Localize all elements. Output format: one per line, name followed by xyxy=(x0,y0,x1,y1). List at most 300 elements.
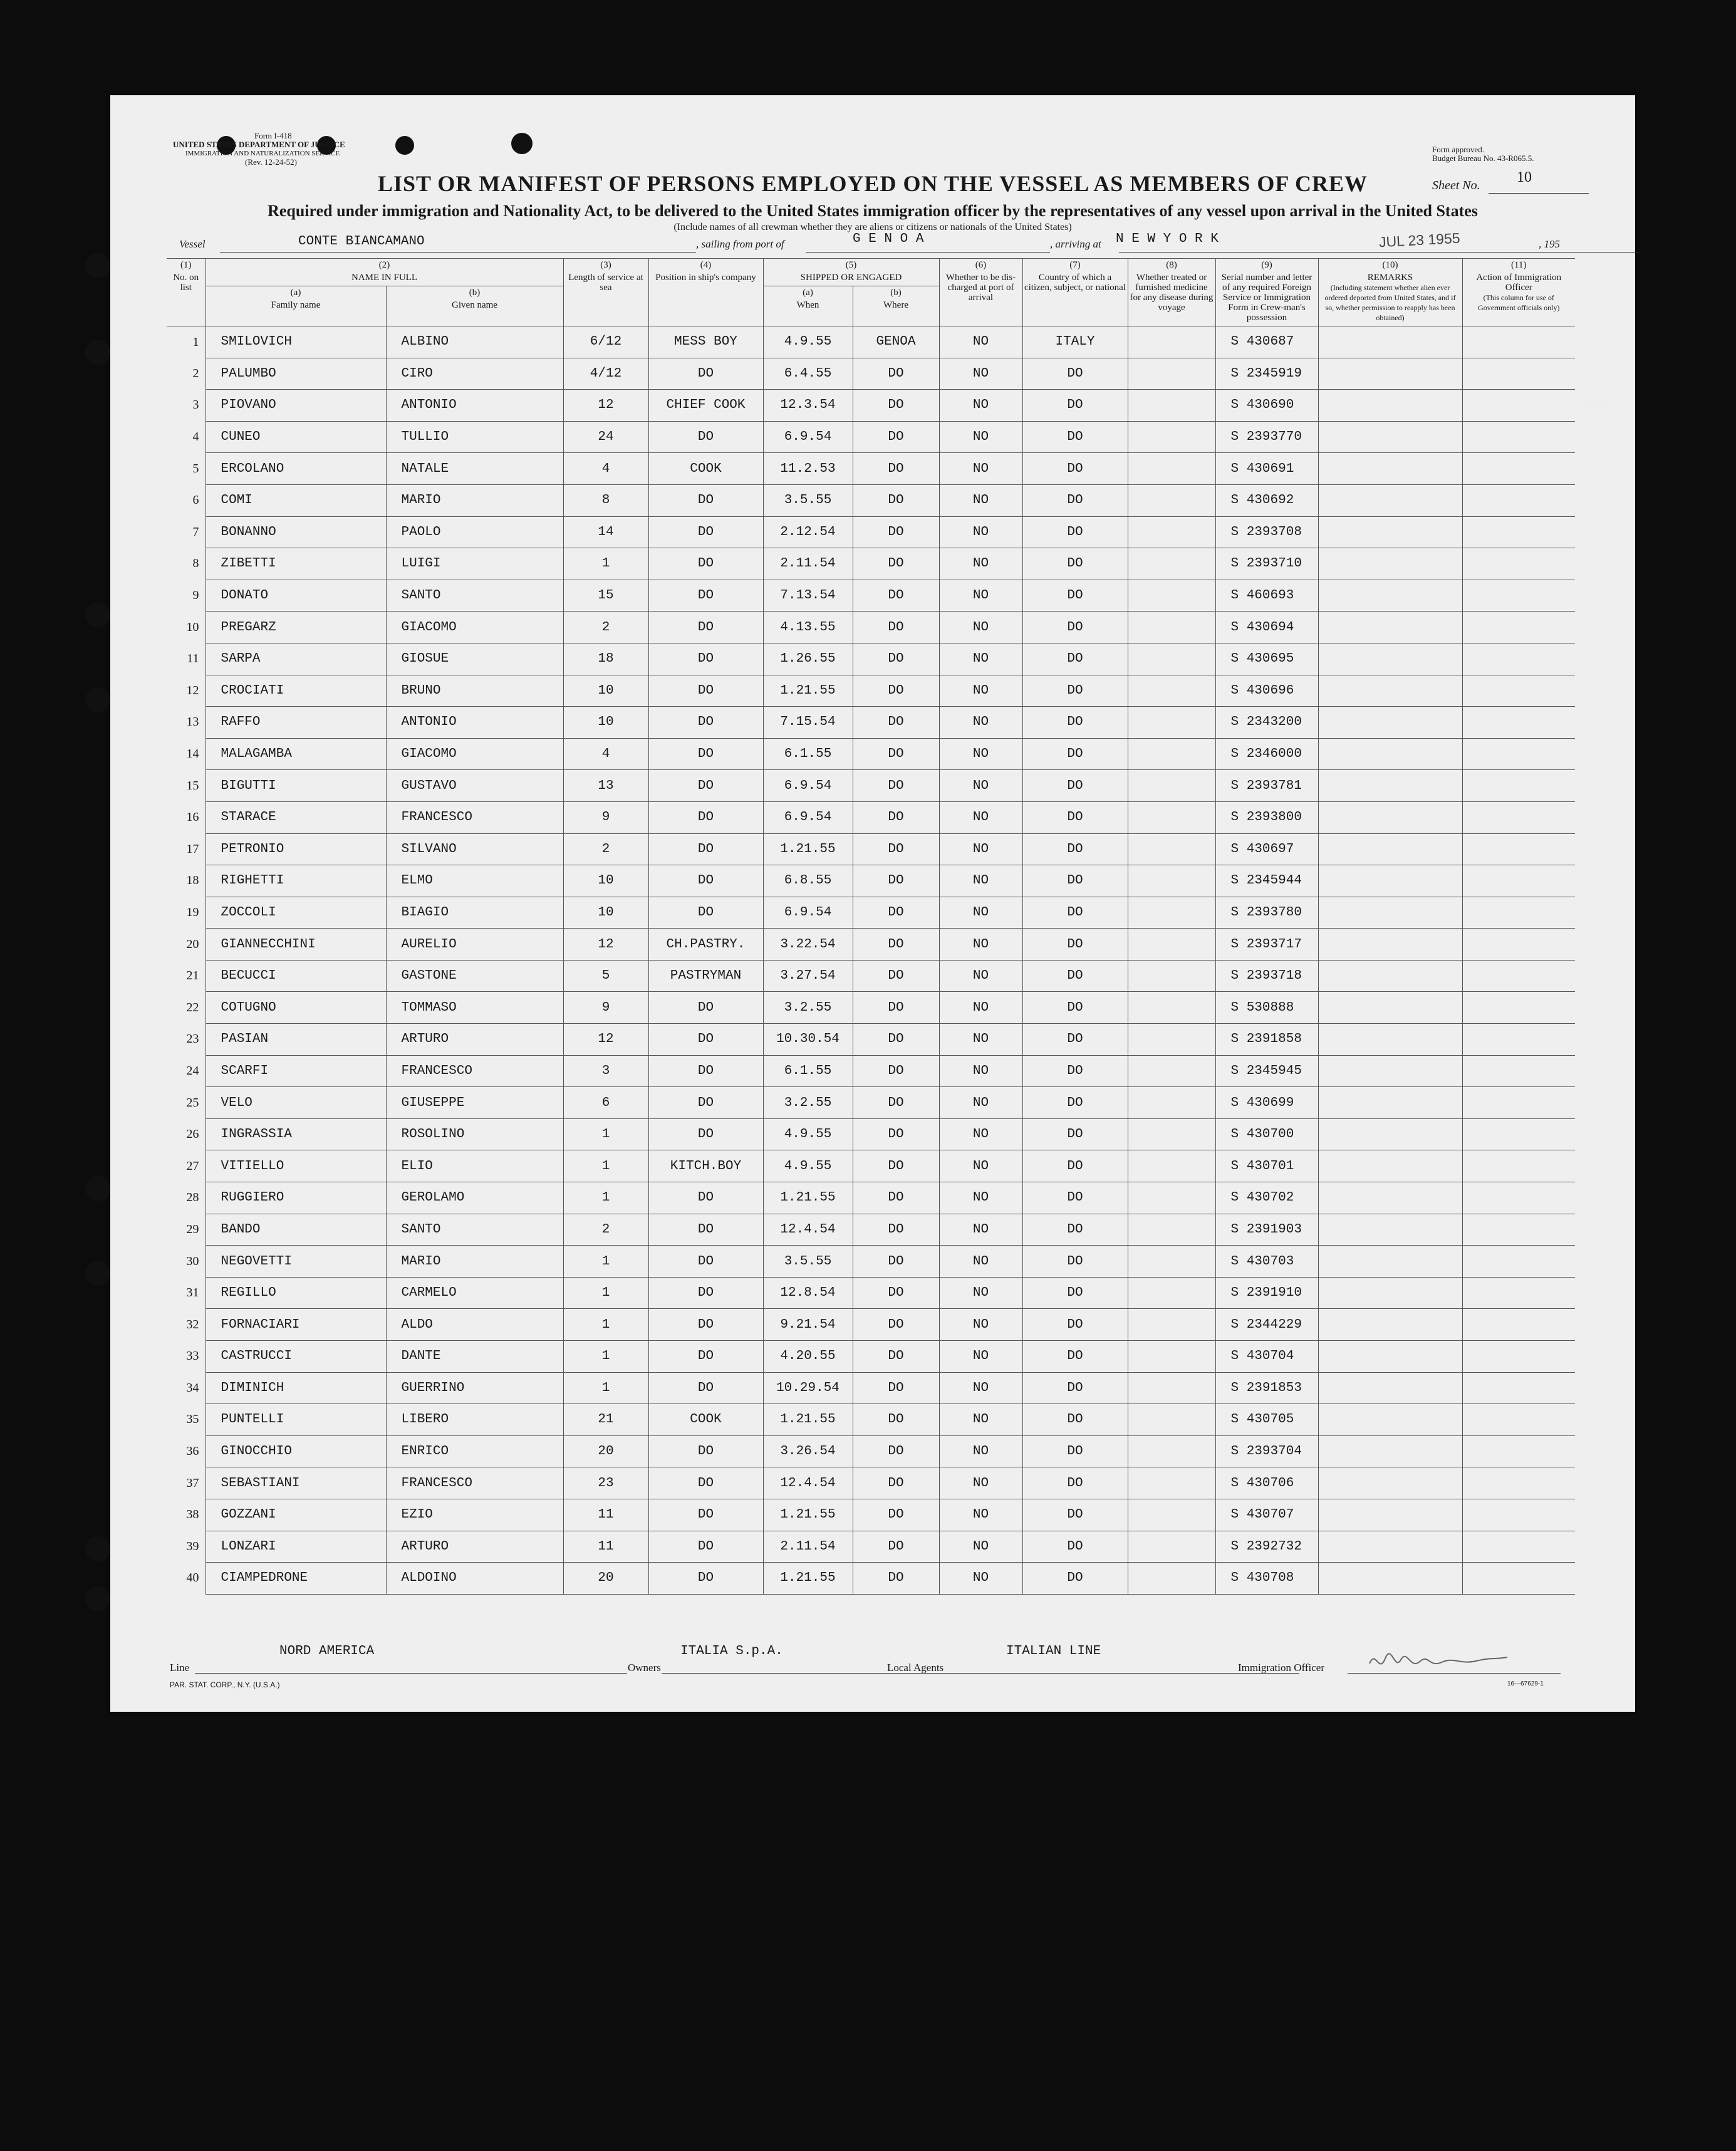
punch-hole xyxy=(85,1261,110,1286)
cell-position: DO xyxy=(648,1435,763,1467)
cell-discharged: NO xyxy=(939,1150,1022,1182)
cell-shipped-where: DO xyxy=(853,358,939,390)
cell-service-length: 1 xyxy=(563,1150,648,1182)
cell-position: DO xyxy=(648,675,763,707)
cell-officer-action xyxy=(1462,1372,1575,1404)
cell-service-length: 21 xyxy=(563,1404,648,1436)
cell-shipped-where: DO xyxy=(853,865,939,897)
cell-position: DO xyxy=(648,865,763,897)
cell-discharged: NO xyxy=(939,833,1022,865)
cell-family-name: BONANNO xyxy=(205,516,386,548)
cell-officer-action xyxy=(1462,1150,1575,1182)
cell-family-name: RUGGIERO xyxy=(205,1182,386,1214)
cell-shipped-when: 3.5.55 xyxy=(763,484,853,516)
table-row xyxy=(167,516,1575,548)
cell-remarks xyxy=(1318,1024,1462,1056)
cell-serial-number: S 430697 xyxy=(1215,833,1318,865)
cell-medicine xyxy=(1128,453,1215,485)
table-row xyxy=(167,770,1575,802)
cell-officer-action xyxy=(1462,1246,1575,1278)
cell-medicine xyxy=(1128,675,1215,707)
cell-given-name: ELMO xyxy=(386,865,563,897)
cell-discharged: NO xyxy=(939,358,1022,390)
cell-medicine xyxy=(1128,1277,1215,1309)
port-of-arrival: N E W Y O R K xyxy=(1116,232,1219,246)
cell-discharged: NO xyxy=(939,1055,1022,1087)
cell-shipped-where: DO xyxy=(853,1246,939,1278)
cell-shipped-where: DO xyxy=(853,1531,939,1563)
col-length-of-service: Length of service at sea xyxy=(568,273,643,293)
cell-family-name: INGRASSIA xyxy=(205,1118,386,1150)
cell-serial-number: S 2393781 xyxy=(1215,770,1318,802)
cell-given-name: CIRO xyxy=(386,358,563,390)
cell-shipped-when: 7.15.54 xyxy=(763,707,853,739)
cell-position: DO xyxy=(648,1055,763,1087)
cell-service-length: 2 xyxy=(563,833,648,865)
cell-row-number: 14 xyxy=(167,738,205,770)
cell-medicine xyxy=(1128,1024,1215,1056)
cell-shipped-where: DO xyxy=(853,707,939,739)
cell-discharged: NO xyxy=(939,1246,1022,1278)
cell-officer-action xyxy=(1462,1214,1575,1246)
cell-family-name: REGILLO xyxy=(205,1277,386,1309)
cell-given-name: TOMMASO xyxy=(386,992,563,1024)
cell-remarks xyxy=(1318,770,1462,802)
cell-position: DO xyxy=(648,1118,763,1150)
cell-position: DO xyxy=(648,1341,763,1373)
cell-shipped-when: 6.9.54 xyxy=(763,770,853,802)
cell-country: DO xyxy=(1022,1435,1128,1467)
col-given-name: Given name xyxy=(452,300,497,310)
cell-remarks xyxy=(1318,1531,1462,1563)
cell-discharged: NO xyxy=(939,1563,1022,1595)
cell-remarks xyxy=(1318,484,1462,516)
cell-service-length: 9 xyxy=(563,992,648,1024)
cell-family-name: CUNEO xyxy=(205,421,386,453)
cell-country: DO xyxy=(1022,1246,1128,1278)
table-row xyxy=(167,1087,1575,1119)
cell-service-length: 8 xyxy=(563,484,648,516)
cell-serial-number: S 430692 xyxy=(1215,484,1318,516)
cell-medicine xyxy=(1128,1372,1215,1404)
cell-discharged: NO xyxy=(939,1499,1022,1531)
punch-hole xyxy=(511,133,533,154)
cell-family-name: GOZZANI xyxy=(205,1499,386,1531)
cell-discharged: NO xyxy=(939,612,1022,643)
cell-row-number: 34 xyxy=(167,1372,205,1404)
cell-service-length: 2 xyxy=(563,612,648,643)
cell-serial-number: S 2391910 xyxy=(1215,1277,1318,1309)
cell-country: DO xyxy=(1022,1024,1128,1056)
cell-given-name: NATALE xyxy=(386,453,563,485)
cell-country: DO xyxy=(1022,707,1128,739)
cell-remarks xyxy=(1318,643,1462,675)
cell-shipped-where: DO xyxy=(853,1277,939,1309)
cell-given-name: FRANCESCO xyxy=(386,801,563,833)
cell-country: DO xyxy=(1022,1087,1128,1119)
cell-position: CHIEF COOK xyxy=(648,390,763,422)
cell-discharged: NO xyxy=(939,643,1022,675)
cell-shipped-where: DO xyxy=(853,1055,939,1087)
cell-position: DO xyxy=(648,1499,763,1531)
cell-shipped-where: DO xyxy=(853,833,939,865)
cell-serial-number: S 2392732 xyxy=(1215,1531,1318,1563)
cell-officer-action xyxy=(1462,516,1575,548)
table-row xyxy=(167,960,1575,992)
cell-position: DO xyxy=(648,1214,763,1246)
cell-officer-action xyxy=(1462,1563,1575,1595)
cell-row-number: 33 xyxy=(167,1341,205,1373)
port-of-departure: G E N O A xyxy=(853,232,924,246)
cell-medicine xyxy=(1128,1150,1215,1182)
cell-discharged: NO xyxy=(939,707,1022,739)
cell-given-name: GASTONE xyxy=(386,960,563,992)
cell-shipped-when: 6.9.54 xyxy=(763,421,853,453)
cell-medicine xyxy=(1128,484,1215,516)
cell-family-name: ZIBETTI xyxy=(205,548,386,580)
cell-shipped-when: 1.21.55 xyxy=(763,675,853,707)
cell-discharged: NO xyxy=(939,516,1022,548)
cell-serial-number: S 2391853 xyxy=(1215,1372,1318,1404)
cell-officer-action xyxy=(1462,1118,1575,1150)
cell-position: DO xyxy=(648,1531,763,1563)
cell-row-number: 15 xyxy=(167,770,205,802)
cell-row-number: 6 xyxy=(167,484,205,516)
table-row xyxy=(167,992,1575,1024)
cell-country: DO xyxy=(1022,643,1128,675)
cell-service-length: 4 xyxy=(563,738,648,770)
owners-label: Owners xyxy=(628,1662,661,1674)
cell-shipped-when: 3.27.54 xyxy=(763,960,853,992)
cell-discharged: NO xyxy=(939,1087,1022,1119)
cell-discharged: NO xyxy=(939,453,1022,485)
cell-medicine xyxy=(1128,1214,1215,1246)
cell-country: DO xyxy=(1022,992,1128,1024)
cell-position: DO xyxy=(648,484,763,516)
cell-medicine xyxy=(1128,1246,1215,1278)
cell-row-number: 16 xyxy=(167,801,205,833)
cell-officer-action xyxy=(1462,1309,1575,1341)
cell-remarks xyxy=(1318,1435,1462,1467)
cell-shipped-where: DO xyxy=(853,484,939,516)
cell-shipped-when: 4.20.55 xyxy=(763,1341,853,1373)
cell-shipped-where: DO xyxy=(853,738,939,770)
cell-country: DO xyxy=(1022,897,1128,929)
cell-row-number: 32 xyxy=(167,1309,205,1341)
table-row xyxy=(167,421,1575,453)
cell-remarks xyxy=(1318,548,1462,580)
cell-service-length: 14 xyxy=(563,516,648,548)
cell-position: DO xyxy=(648,770,763,802)
cell-remarks xyxy=(1318,453,1462,485)
col-country: Country of which a citizen, subject, or national xyxy=(1024,273,1126,293)
cell-row-number: 2 xyxy=(167,358,205,390)
cell-row-number: 12 xyxy=(167,675,205,707)
cell-given-name: GEROLAMO xyxy=(386,1182,563,1214)
cell-serial-number: S 2393708 xyxy=(1215,516,1318,548)
cell-family-name: DIMINICH xyxy=(205,1372,386,1404)
cell-medicine xyxy=(1128,865,1215,897)
cell-country: DO xyxy=(1022,1055,1128,1087)
cell-family-name: SMILOVICH xyxy=(205,326,386,358)
col-medicine: Whether treated or furnished medicine for any disease during voyage xyxy=(1130,273,1214,313)
cell-serial-number: S 2393770 xyxy=(1215,421,1318,453)
cell-shipped-when: 1.21.55 xyxy=(763,833,853,865)
cell-remarks xyxy=(1318,865,1462,897)
col-position: Position in ship's company xyxy=(655,273,756,283)
cell-row-number: 26 xyxy=(167,1118,205,1150)
cell-remarks xyxy=(1318,580,1462,612)
cell-row-number: 25 xyxy=(167,1087,205,1119)
cell-discharged: NO xyxy=(939,738,1022,770)
cell-officer-action xyxy=(1462,707,1575,739)
cell-medicine xyxy=(1128,1055,1215,1087)
cell-discharged: NO xyxy=(939,1182,1022,1214)
cell-country: DO xyxy=(1022,1118,1128,1150)
cell-service-length: 1 xyxy=(563,548,648,580)
cell-officer-action xyxy=(1462,738,1575,770)
col-immigration-action: Action of Immigration Officer xyxy=(1476,273,1562,293)
cell-position: DO xyxy=(648,643,763,675)
cell-shipped-where: DO xyxy=(853,1341,939,1373)
form-title: LIST OR MANIFEST OF PERSONS EMPLOYED ON THE VESSEL AS MEMBERS OF CREW xyxy=(378,171,1368,196)
cell-country: DO xyxy=(1022,390,1128,422)
cell-shipped-where: DO xyxy=(853,992,939,1024)
cell-country: DO xyxy=(1022,960,1128,992)
cell-position: DO xyxy=(648,1563,763,1595)
cell-serial-number: S 2393800 xyxy=(1215,801,1318,833)
cell-row-number: 29 xyxy=(167,1214,205,1246)
cell-remarks xyxy=(1318,612,1462,643)
cell-shipped-where: DO xyxy=(853,770,939,802)
cell-given-name: GUSTAVO xyxy=(386,770,563,802)
arrival-date-stamp: JUL 23 1955 xyxy=(1378,229,1461,251)
cell-family-name: CROCIATI xyxy=(205,675,386,707)
cell-shipped-when: 6.9.54 xyxy=(763,801,853,833)
cell-discharged: NO xyxy=(939,675,1022,707)
cell-position: DO xyxy=(648,358,763,390)
cell-country: DO xyxy=(1022,1341,1128,1373)
cell-shipped-when: 3.26.54 xyxy=(763,1435,853,1467)
cell-discharged: NO xyxy=(939,1531,1022,1563)
cell-service-length: 23 xyxy=(563,1467,648,1499)
cell-medicine xyxy=(1128,1499,1215,1531)
col-name-in-full: NAME IN FULL xyxy=(351,273,417,283)
cell-position: DO xyxy=(648,992,763,1024)
cell-serial-number: S 430706 xyxy=(1215,1467,1318,1499)
cell-family-name: PASIAN xyxy=(205,1024,386,1056)
manifest-sheet xyxy=(110,95,1635,1712)
cell-country: DO xyxy=(1022,738,1128,770)
cell-serial-number: S 2393704 xyxy=(1215,1435,1318,1467)
cell-medicine xyxy=(1128,738,1215,770)
cell-medicine xyxy=(1128,326,1215,358)
cell-shipped-where: DO xyxy=(853,1372,939,1404)
table-row xyxy=(167,1563,1575,1595)
col-remarks: REMARKS xyxy=(1367,273,1413,283)
cell-medicine xyxy=(1128,516,1215,548)
cell-serial-number: S 430705 xyxy=(1215,1404,1318,1436)
cell-family-name: DONATO xyxy=(205,580,386,612)
line-value: NORD AMERICA xyxy=(279,1644,375,1659)
cell-shipped-when: 6.4.55 xyxy=(763,358,853,390)
table-row xyxy=(167,1372,1575,1404)
cell-officer-action xyxy=(1462,643,1575,675)
form-code: 16—67629-1 xyxy=(1507,1680,1544,1687)
cell-given-name: DANTE xyxy=(386,1341,563,1373)
col-shipped-or-engaged: SHIPPED OR ENGAGED xyxy=(800,273,902,283)
cell-family-name: CIAMPEDRONE xyxy=(205,1563,386,1595)
cell-medicine xyxy=(1128,612,1215,643)
table-row xyxy=(167,1499,1575,1531)
cell-given-name: CARMELO xyxy=(386,1277,563,1309)
table-row xyxy=(167,484,1575,516)
cell-officer-action xyxy=(1462,770,1575,802)
cell-country: DO xyxy=(1022,929,1128,961)
cell-country: DO xyxy=(1022,675,1128,707)
cell-given-name: BIAGIO xyxy=(386,897,563,929)
cell-serial-number: S 2393710 xyxy=(1215,548,1318,580)
cell-serial-number: S 2343200 xyxy=(1215,707,1318,739)
cell-medicine xyxy=(1128,1435,1215,1467)
cell-service-length: 1 xyxy=(563,1118,648,1150)
cell-medicine xyxy=(1128,929,1215,961)
agents-label: Local Agents xyxy=(887,1662,944,1674)
cell-country: DO xyxy=(1022,1277,1128,1309)
cell-country: DO xyxy=(1022,833,1128,865)
cell-shipped-when: 1.26.55 xyxy=(763,643,853,675)
cell-service-length: 20 xyxy=(563,1563,648,1595)
cell-shipped-where: GENOA xyxy=(853,326,939,358)
table-row xyxy=(167,390,1575,422)
cell-family-name: COTUGNO xyxy=(205,992,386,1024)
cell-officer-action xyxy=(1462,1277,1575,1309)
cell-medicine xyxy=(1128,960,1215,992)
cell-shipped-when: 1.21.55 xyxy=(763,1404,853,1436)
col-when: When xyxy=(796,300,819,310)
punch-hole xyxy=(395,136,414,155)
cell-medicine xyxy=(1128,770,1215,802)
cell-service-length: 18 xyxy=(563,643,648,675)
cell-row-number: 27 xyxy=(167,1150,205,1182)
table-row xyxy=(167,1277,1575,1309)
cell-remarks xyxy=(1318,1182,1462,1214)
cell-remarks xyxy=(1318,801,1462,833)
cell-discharged: NO xyxy=(939,801,1022,833)
cell-serial-number: S 2393780 xyxy=(1215,897,1318,929)
table-row xyxy=(167,1341,1575,1373)
cell-discharged: NO xyxy=(939,1309,1022,1341)
cell-officer-action xyxy=(1462,1467,1575,1499)
cell-remarks xyxy=(1318,1087,1462,1119)
cell-officer-action xyxy=(1462,612,1575,643)
cell-remarks xyxy=(1318,1055,1462,1087)
cell-shipped-when: 4.13.55 xyxy=(763,612,853,643)
cell-medicine xyxy=(1128,643,1215,675)
cell-family-name: STARACE xyxy=(205,801,386,833)
cell-family-name: PALUMBO xyxy=(205,358,386,390)
cell-serial-number: S 430699 xyxy=(1215,1087,1318,1119)
cell-discharged: NO xyxy=(939,1404,1022,1436)
cell-remarks xyxy=(1318,929,1462,961)
form-revision: (Rev. 12-24-52) xyxy=(245,157,297,167)
cell-remarks xyxy=(1318,897,1462,929)
cell-position: DO xyxy=(648,1309,763,1341)
cell-given-name: ANTONIO xyxy=(386,390,563,422)
cell-remarks xyxy=(1318,390,1462,422)
cell-family-name: VELO xyxy=(205,1087,386,1119)
cell-serial-number: S 2391858 xyxy=(1215,1024,1318,1056)
cell-serial-number: S 430690 xyxy=(1215,390,1318,422)
budget-bureau-no: Budget Bureau No. 43-R065.5. xyxy=(1432,154,1534,163)
cell-shipped-where: DO xyxy=(853,1118,939,1150)
cell-remarks xyxy=(1318,1118,1462,1150)
table-row xyxy=(167,643,1575,675)
cell-country: DO xyxy=(1022,1563,1128,1595)
cell-shipped-when: 1.21.55 xyxy=(763,1182,853,1214)
cell-row-number: 28 xyxy=(167,1182,205,1214)
cell-shipped-where: DO xyxy=(853,1024,939,1056)
cell-shipped-when: 6.8.55 xyxy=(763,865,853,897)
cell-discharged: NO xyxy=(939,770,1022,802)
table-row xyxy=(167,580,1575,612)
cell-family-name: COMI xyxy=(205,484,386,516)
cell-position: DO xyxy=(648,548,763,580)
cell-given-name: AURELIO xyxy=(386,929,563,961)
cell-officer-action xyxy=(1462,1435,1575,1467)
cell-officer-action xyxy=(1462,453,1575,485)
cell-row-number: 38 xyxy=(167,1499,205,1531)
cell-shipped-when: 4.9.55 xyxy=(763,1150,853,1182)
cell-discharged: NO xyxy=(939,580,1022,612)
table-row xyxy=(167,612,1575,643)
cell-family-name: BECUCCI xyxy=(205,960,386,992)
cell-medicine xyxy=(1128,833,1215,865)
cell-service-length: 9 xyxy=(563,801,648,833)
cell-country: DO xyxy=(1022,548,1128,580)
cell-given-name: GUERRINO xyxy=(386,1372,563,1404)
cell-discharged: NO xyxy=(939,1341,1022,1373)
cell-officer-action xyxy=(1462,960,1575,992)
cell-shipped-when: 12.4.54 xyxy=(763,1214,853,1246)
cell-shipped-where: DO xyxy=(853,1087,939,1119)
officer-signature xyxy=(1366,1646,1517,1677)
cell-given-name: ROSOLINO xyxy=(386,1118,563,1150)
cell-discharged: NO xyxy=(939,992,1022,1024)
cell-service-length: 1 xyxy=(563,1182,648,1214)
cell-discharged: NO xyxy=(939,326,1022,358)
cell-country: DO xyxy=(1022,1309,1128,1341)
cell-family-name: BANDO xyxy=(205,1214,386,1246)
table-row xyxy=(167,1214,1575,1246)
cell-given-name: BRUNO xyxy=(386,675,563,707)
cell-discharged: NO xyxy=(939,1118,1022,1150)
cell-service-length: 12 xyxy=(563,929,648,961)
cell-position: DO xyxy=(648,1467,763,1499)
cell-position: DO xyxy=(648,707,763,739)
cell-service-length: 1 xyxy=(563,1372,648,1404)
cell-position: DO xyxy=(648,1277,763,1309)
cell-family-name: ZOCCOLI xyxy=(205,897,386,929)
sheet-number: 10 xyxy=(1517,169,1532,185)
cell-given-name: FRANCESCO xyxy=(386,1055,563,1087)
table-row xyxy=(167,358,1575,390)
cell-serial-number: S 2345945 xyxy=(1215,1055,1318,1087)
cell-officer-action xyxy=(1462,929,1575,961)
cell-position: DO xyxy=(648,738,763,770)
cell-serial-number: S 430695 xyxy=(1215,643,1318,675)
cell-row-number: 11 xyxy=(167,643,205,675)
